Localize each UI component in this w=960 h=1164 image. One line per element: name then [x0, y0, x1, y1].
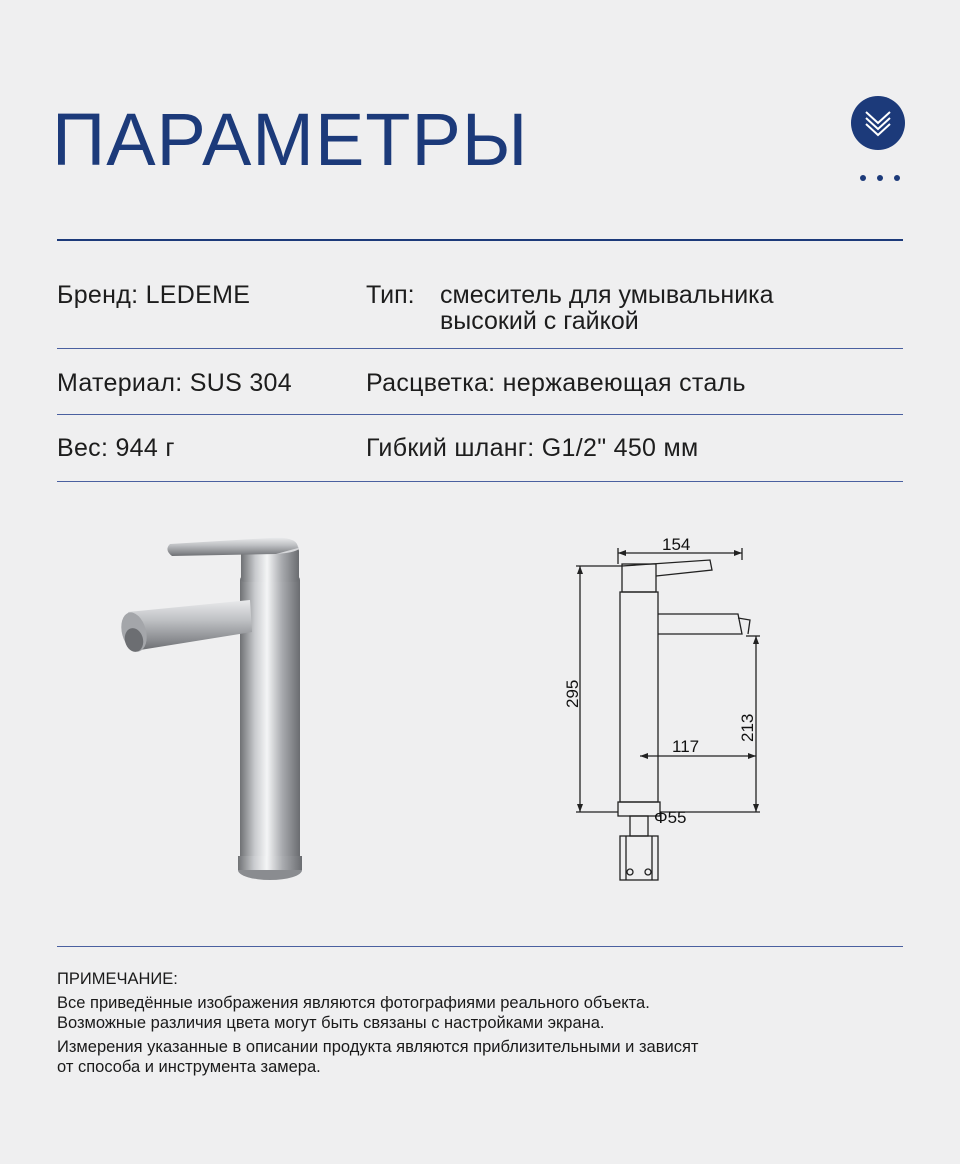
spec-type-label: Тип: — [366, 281, 415, 309]
dimension-diagram — [560, 530, 780, 890]
row-divider — [57, 414, 903, 415]
spec-brand: Бренд: LEDEME — [57, 281, 251, 309]
spec-type-line1: смеситель для умывальника — [440, 281, 774, 309]
dim-spout-height-label: 213 — [738, 713, 757, 742]
dim-reach-label: 117 — [672, 737, 700, 756]
dim-width-label: 154 — [662, 535, 691, 554]
spec-material: Материал: SUS 304 — [57, 369, 292, 397]
dim-base-diameter-label: Φ55 — [654, 808, 687, 827]
row-divider — [57, 481, 903, 482]
note-heading: ПРИМЕЧАНИЕ: — [57, 970, 178, 988]
note-line: Возможные различия цвета могут быть связаны с настройками экрана. — [57, 1014, 605, 1032]
note-line: Измерения указанные в описании продукта являются приблизительными и зависят — [57, 1038, 699, 1056]
note-line: от способа и инструмента замера. — [57, 1058, 321, 1076]
spec-type-value — [440, 282, 774, 334]
note-divider — [57, 946, 903, 947]
note-line: Все приведённые изображения являются фотографиями реального объекта. — [57, 994, 650, 1012]
spec-type-line2: высокий с гайкой — [440, 307, 639, 335]
page-title: ПАРАМЕТРЫ — [52, 98, 529, 181]
faucet-photo — [100, 520, 340, 900]
chevrons-down-icon[interactable] — [851, 96, 905, 150]
row-divider — [57, 348, 903, 349]
dim-height-label: 295 — [563, 679, 582, 708]
header-divider — [57, 239, 903, 241]
spec-hose: Гибкий шланг: G1/2" 450 мм — [366, 434, 699, 462]
more-dots-icon — [858, 170, 902, 180]
spec-color: Расцветка: нержавеющая сталь — [366, 369, 746, 397]
spec-weight: Вес: 944 г — [57, 434, 175, 462]
